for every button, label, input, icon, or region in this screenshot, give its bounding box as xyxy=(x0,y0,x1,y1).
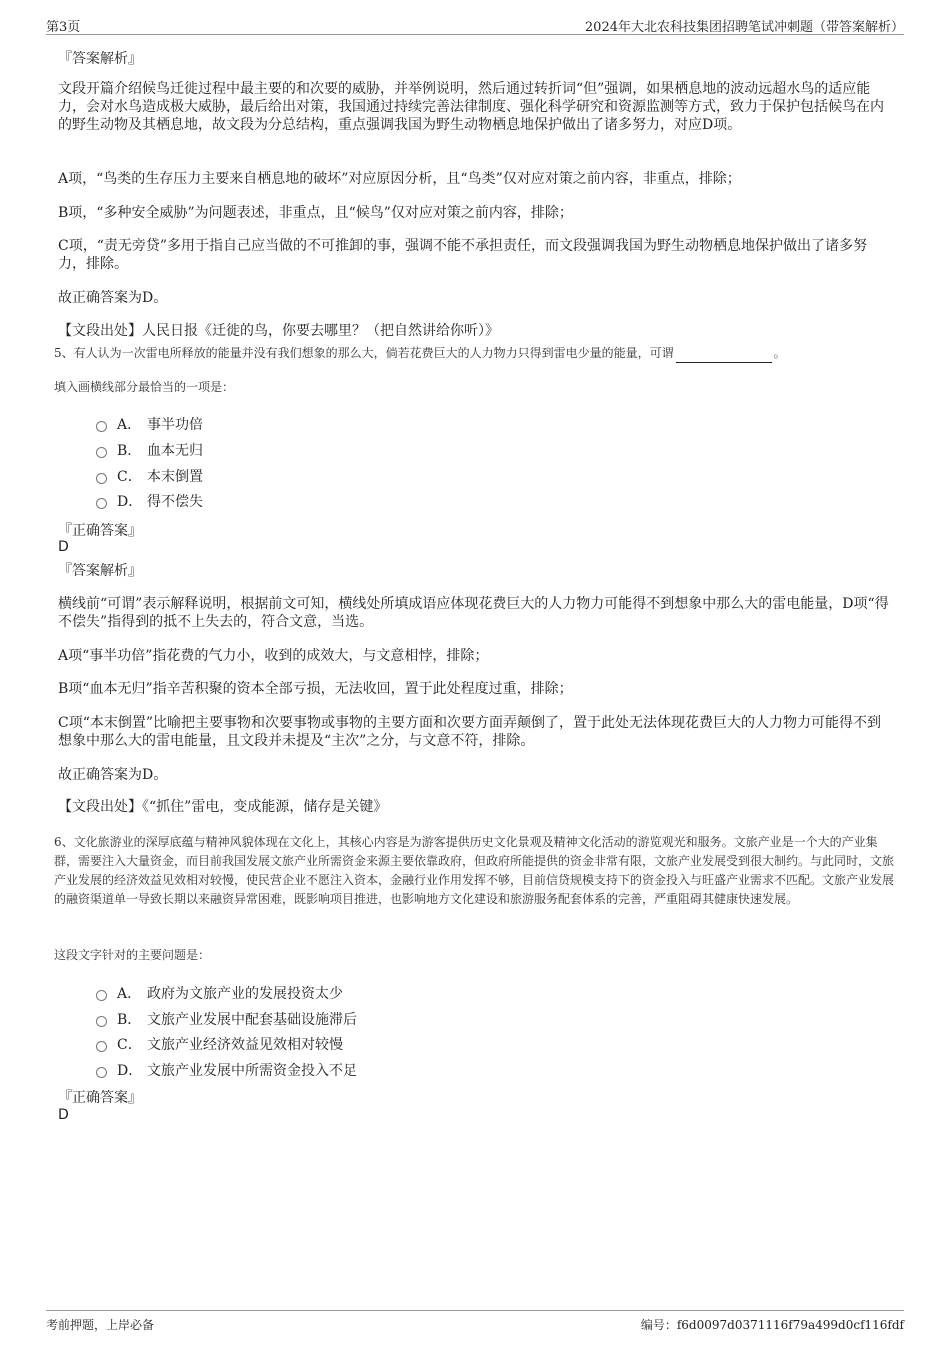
option-text: 政府为文旅产业的发展投资太少 xyxy=(147,986,343,1002)
document-title: 2024年大北农科技集团招聘笔试冲刺题（带答案解析） xyxy=(584,20,904,35)
q4-analysis-label: 『答案解析』 xyxy=(58,51,142,67)
radio-icon[interactable] xyxy=(96,421,107,432)
q6-option-d[interactable] xyxy=(96,1060,357,1080)
q5-option-a[interactable] xyxy=(96,414,203,434)
q5-option-c[interactable] xyxy=(96,466,203,486)
q6-correct-label: 『正确答案』 xyxy=(58,1090,142,1106)
q5-analysis-paragraph: 横线前“可谓”表示解释说明，根据前文可知，横线处所填成语应体现花费巨大的人力物力可能得不到想象中那么大的雷电能量，D项“得不偿失”指得到的抵不上失去的，符合文意，当选。 xyxy=(58,596,889,630)
radio-icon[interactable] xyxy=(96,990,107,1001)
option-text: 文旅产业经济效益见效相对较慢 xyxy=(147,1037,343,1053)
q5-option-b[interactable] xyxy=(96,440,203,460)
document-id: 编号：f6d0097d0371116f79a499d0cf116fdf xyxy=(640,1318,904,1332)
radio-icon[interactable] xyxy=(96,1041,107,1052)
option-letter: D． xyxy=(117,1063,143,1079)
option-text: 文旅产业发展中所需资金投入不足 xyxy=(147,1063,357,1079)
q5-analysis-paragraph: A项“事半功倍”指花费的气力小，收到的成效大，与文意相悖，排除； xyxy=(58,648,489,664)
q4-analysis-paragraph: A项，“鸟类的生存压力主要来自栖息地的破坏”对应原因分析，且“鸟类”仅对应对策之前内容，非重点，排除； xyxy=(58,171,741,187)
option-text: 本末倒置 xyxy=(147,469,203,485)
q5-question-text: 5、有人认为一次雷电所释放的能量并没有我们想象的那么大，倘若花费巨大的人力物力只得到雷电少量的能量，可谓 xyxy=(54,346,674,360)
radio-icon[interactable] xyxy=(96,473,107,484)
q4-analysis-paragraph: 文段开篇介绍候鸟迁徙过程中最主要的和次要的威胁，并举例说明，然后通过转折词“但”强调，如果栖息地的波动远超水鸟的适应能力，会对水鸟造成极大威胁，最后给出对策，我国通过持续完善法律制度、强化科学研究和资源监测等方式，致力于保护包括候鸟在内的野生动物及其栖息地，故文段为分总结构，重点强调我国为野生动物栖息地保护做出了诸多努力，对应D项。 xyxy=(58,81,884,133)
q5-analysis-label: 『答案解析』 xyxy=(58,563,142,579)
q5-correct-answer: D xyxy=(58,539,69,555)
q4-source: 【文段出处】人民日报《迁徙的鸟，你要去哪里？（把自然讲给你听）》 xyxy=(58,323,499,339)
footer-slogan: 考前押题，上岸必备 xyxy=(46,1318,155,1332)
option-text: 文旅产业发展中配套基础设施滞后 xyxy=(147,1012,357,1028)
q6-correct-answer: D xyxy=(58,1107,69,1123)
radio-icon[interactable] xyxy=(96,498,107,509)
option-text: 事半功倍 xyxy=(147,417,203,433)
option-letter: A． xyxy=(117,417,142,433)
q5-question-end: 。 xyxy=(773,346,786,360)
radio-icon[interactable] xyxy=(96,1067,107,1078)
q4-analysis-paragraph: B项，“多种安全威胁”为问题表述，非重点，且“候鸟”仅对应对策之前内容，排除； xyxy=(58,205,573,221)
q5-analysis-paragraph: 故正确答案为D。 xyxy=(58,767,168,783)
q5-question xyxy=(54,344,897,363)
q5-analysis-paragraph: C项“本末倒置”比喻把主要事物和次要事物或事物的主要方面和次要方面弄颠倒了，置于此处无法体现花费巨大的人力物力可能得不到想象中那么大的雷电能量，且文段并未提及“主次”之分，与文意不符，排除。 xyxy=(58,715,882,749)
answer-blank xyxy=(676,350,772,363)
q6-prompt: 这段文字针对的主要问题是： xyxy=(54,948,211,962)
q5-prompt: 填入画横线部分最恰当的一项是： xyxy=(54,380,235,394)
page-number: 第3页 xyxy=(46,20,81,35)
option-letter: A． xyxy=(117,986,142,1002)
option-letter: D． xyxy=(117,494,143,510)
q6-option-b[interactable] xyxy=(96,1009,357,1029)
radio-icon[interactable] xyxy=(96,1016,107,1027)
q4-analysis-paragraph: C项，“责无旁贷”多用于指自己应当做的不可推卸的事，强调不能不承担责任，而文段强调我国为野生动物栖息地保护做出了诸多努力，排除。 xyxy=(58,238,868,272)
option-text: 得不偿失 xyxy=(147,494,203,510)
option-letter: B． xyxy=(117,443,142,459)
q5-analysis-paragraph: B项“血本无归”指辛苦积聚的资本全部亏损，无法收回，置于此处程度过重，排除； xyxy=(58,681,573,697)
page-footer xyxy=(46,1310,904,1333)
q5-option-d[interactable] xyxy=(96,491,203,511)
q4-analysis-paragraph: 故正确答案为D。 xyxy=(58,290,168,306)
q6-option-a[interactable] xyxy=(96,983,343,1003)
option-letter: C． xyxy=(117,469,142,485)
q6-option-c[interactable] xyxy=(96,1034,343,1054)
radio-icon[interactable] xyxy=(96,447,107,458)
q5-correct-label: 『正确答案』 xyxy=(58,523,142,539)
option-letter: B． xyxy=(117,1012,142,1028)
option-letter: C． xyxy=(117,1037,142,1053)
option-text: 血本无归 xyxy=(147,443,203,459)
q6-question: 6、文化旅游业的深厚底蕴与精神风貌体现在文化上，其核心内容是为游客提供历史文化景观及精神文化活动的游览观光和服务。文旅产业是一个大的产业集群，需要注入大量资金，而目前我国发展文旅产业所需资金来源主要依靠政府，但政府所能提供的资金非常有限，文旅产业发展受到很大制约。与此同时，文旅产业发展的经济效益见效相对较慢，使民营企业不愿注入资本，金融行业作用发挥不够，目前信贷规模支持下的资金投入与旺盛产业需求不匹配。文旅产业发展的融资渠道单一导致长期以来融资异常困难，既影响项目推进，也影响地方文化建设和旅游服务配套体系的完善，严重阻碍其健康快速发展。 xyxy=(54,835,895,906)
page-header xyxy=(46,14,904,35)
q5-source: 【文段出处】《“抓住”雷电，变成能源，储存是关键》 xyxy=(58,799,388,815)
